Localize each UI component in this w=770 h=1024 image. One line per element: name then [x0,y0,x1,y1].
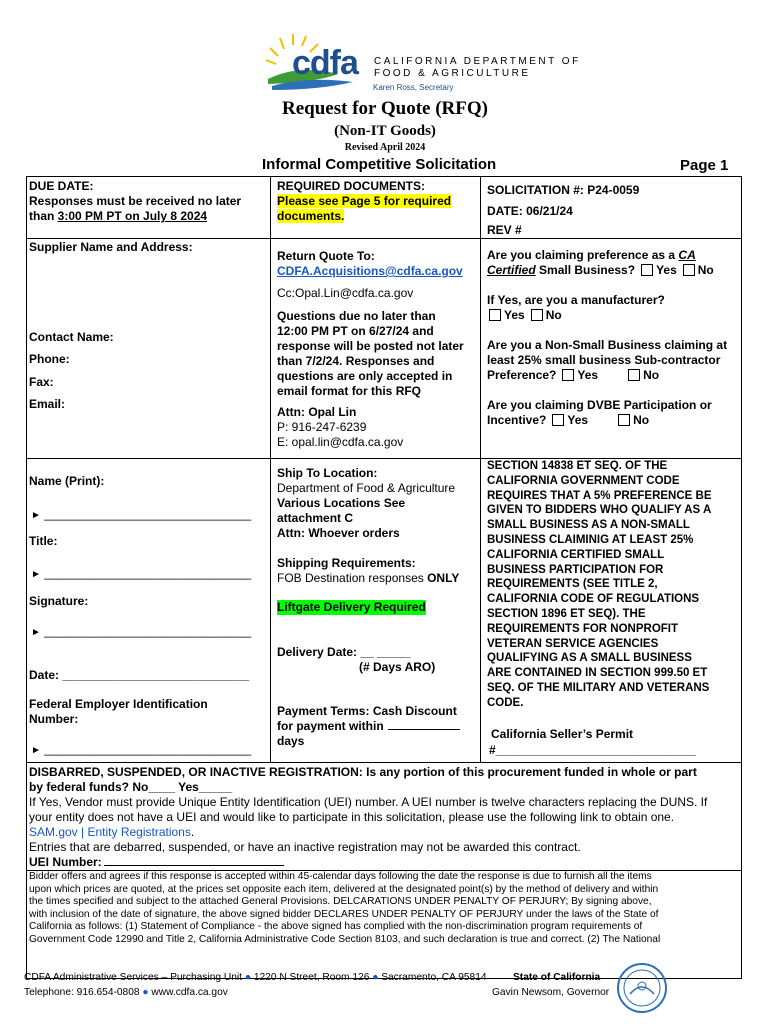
footer-city: Sacramento, CA 95814 [381,972,487,983]
questions-line: questions are only accepted in [277,369,453,383]
payment-terms: Payment Terms: Cash Discount [277,704,457,718]
section-line: REQUIREMENTS (SEE TITLE 2, [487,578,658,591]
footer-street: 1220 N Street, Room 126 [253,972,370,983]
section-line: BUSINESS CLAIMINIG AT LEAST 25% [487,533,694,546]
solicitation-type: Informal Competitive Solicitation [262,156,497,173]
ship-location2: attachment C [277,511,354,525]
ship-dept: Department of Food & Agriculture [277,481,456,495]
section-line: CODE. [487,696,524,709]
required-docs-line2: documents. [277,209,345,223]
divider [26,176,742,177]
fein-field[interactable] [31,742,251,758]
dvbe-line2: Incentive? [487,413,547,427]
org-line1: CALIFORNIA DEPARTMENT OF [374,56,581,67]
secretary: Karen Ross, Secretary [373,83,454,92]
sellers-permit-field[interactable]: #______________________________ [489,743,696,757]
section-line: SECTION 14838 ET SEQ. OF THE [487,460,668,472]
payment-within [277,719,460,734]
uei-text-line1: If Yes, Vendor must provide Unique Entity Identification (UEI) number. A UEI number is twelve characters replacing the DUNS. If [29,795,708,809]
fein-number-label: Number: [29,712,79,726]
questions-line: 12:00 PM PT on 6/27/24 and [277,324,434,338]
section-line: SMALL BUSINESS AS A NON-SMALL [487,519,690,532]
no-label: No [697,263,714,277]
state-seal-icon [616,962,668,1014]
questions-line: than 7/2/24. Responses and [277,354,435,368]
solicitation-date: DATE: 06/21/24 [487,204,573,218]
days-aro: (# Days ARO) [359,660,436,674]
uei-label: UEI Number: [29,855,102,869]
questions-line: response will be posted not later [277,339,464,353]
fein-label: Federal Employer Identification [29,697,208,711]
divider [26,238,742,239]
section-line: VETERAN SERVICE AGENCIES [487,637,659,650]
dvbe-line1: Are you claiming DVBE Participation or [487,398,712,412]
payment-days: days [277,734,305,748]
contact-label: Contact Name: [29,330,114,344]
due-date-deadline: 3:00 PM PT on July 8 2024 [57,209,208,223]
yes-checkbox[interactable] [562,369,574,381]
divider [480,176,481,762]
footer-website[interactable]: www.cdfa.ca.gov [151,987,228,998]
arrow-icon: ► [31,745,41,756]
manufacturer-options [483,308,562,323]
org-line2: FOOD & AGRICULTURE [374,68,531,79]
fax-label: Fax: [29,375,54,389]
arrow-icon: ► [31,627,41,638]
logo-text: cdfa [292,44,358,82]
arrow-icon: ► [31,510,41,521]
no-checkbox[interactable] [531,309,543,321]
section-line: REQUIREMENTS FOR NONPROFIT [487,622,679,635]
section-line: BUSINESS PARTICIPATION FOR [487,563,664,576]
debarred-text: If Yes, Vendor must provide Unique Entity Identification (UEI) number. A UEI number is twelve characters replacing the DUNS. If your entity does not have a UEI and would like to participate in this solicitation, please use the following link to obtain one. SAM.gov | Entity Registrations. Entries that are debarred, suspended, or have an inactive registration may not be awarded this contract. UEI Number: [29,795,708,869]
rev-number: REV # [487,223,522,237]
required-docs-line1: Please see Page 5 for required [277,194,452,208]
title-blank: _______________________________ [44,566,252,580]
ca-sb-question-line2 [487,263,714,278]
bidder-line: upon which prices are quoted, at the prices set opposite each item, delivered at the designated point(s) by the method of delivery and within [29,883,659,895]
footer-contact [24,987,228,1000]
fob-destination: FOB Destination responses [277,571,424,585]
section-line: QUALIFYING AS A SMALL BUSINESS [487,652,692,665]
section-line: SECTION 1896 ET SEQ). THE [487,607,646,620]
email-label: Email: [29,397,66,411]
debarred-note: Entries that are debarred, suspended, or have an inactive registration may not be awarded this contract. [29,840,581,854]
ca-sb-ca: CA [678,248,696,262]
bidder-line: Government Code 12990 and Title 2, California Administrative Code Section 8103, and such declaration is true and correct. (2) The National [29,933,661,945]
bidder-line: with inclusion of the date of signature, the above signed bidder DECLARES UNDER PENALTY OF PERJURY under the laws of the State of [29,908,659,920]
uei-text-line2: your entity does not have a UEI and would like to participate in this solicitation, please use the following link to obtain one. [29,810,675,824]
ship-attn: Attn: Whoever orders [277,526,400,540]
no-checkbox[interactable] [618,414,630,426]
signature-label: Signature: [29,594,89,608]
yes-checkbox[interactable] [641,264,653,276]
title-label: Title: [29,534,58,548]
due-date-time [29,209,207,224]
shipping-requirements-label: Shipping Requirements: [277,556,416,570]
section-line: REQUIRES THAT A 5% PREFERENCE BE [487,489,712,502]
non-sb-question [487,338,727,383]
no-label: No [633,413,650,427]
bidder-line: the times specified and subject to the attached General Provisions. DELCARATIONS UNDER PENALTY OF PERJURY; By signing above, [29,896,652,907]
no-label: No [643,368,660,382]
name-print-label: Name (Print): [29,474,105,488]
section-line: CALIFORNIA GOVERNMENT CODE [487,474,680,487]
due-date-than: than [29,209,58,223]
phone-label: Phone: [29,352,70,366]
divider [26,762,742,763]
bidder-line: Bidder offers and agrees if this response is accepted within 45-calendar days following the date the response is due to furnish all the items [29,871,652,882]
ca-sb-certified: Certified [487,263,536,277]
name-blank: _______________________________ [44,507,252,521]
manufacturer-question: If Yes, are you a manufacturer? [487,293,665,307]
non-sb-line1: Are you a Non-Small Business claiming at [487,338,728,352]
page-subtitle: (Non-IT Goods) [334,123,436,139]
name-print-field[interactable] [31,507,251,523]
divider [26,176,27,978]
section-line: CALIFORNIA CODE OF REGULATIONS [487,593,700,606]
non-sb-line2: least 25% small business Sub-contractor [487,353,721,367]
contact-phone: P: 916-247-6239 [277,420,367,434]
cc-email: Cc:Opal.Lin@cdfa.ca.gov [277,286,414,300]
arrow-icon: ► [31,569,41,580]
payment-within-text: for payment within [277,719,384,733]
questions-note [277,309,464,399]
ship-location1: Various Locations See [277,496,406,510]
return-quote-email-link[interactable]: CDFA.Acquisitions@cdfa.ca.gov [277,264,463,278]
footer-address [24,972,487,985]
section-line: SEQ. OF THE MILITARY AND VETERANS [487,681,710,694]
debarred-line1: DISBARRED, SUSPENDED, OR INACTIVE REGISTRATION: Is any portion of this procurement funded in whole or part [29,765,697,779]
sam-gov-link[interactable]: SAM.gov | Entity Registrations [29,825,191,839]
fob-text [277,571,459,586]
supplier-label: Supplier Name and Address: [29,240,193,254]
yes-label: Yes [567,413,589,427]
return-quote-label: Return Quote To: [277,249,375,263]
divider [741,176,742,978]
footer-governor: Gavin Newsom, Governor [492,987,610,998]
section-line: GIVEN TO BIDDERS WHO QUALIFY AS A [487,504,712,517]
signature-blank: _______________________________ [44,624,252,638]
fob-only: ONLY [427,571,460,585]
section-line: ARE CONTAINED IN SECTION 999.50 ET [487,667,708,680]
yes-label: Yes [577,368,599,382]
bullet-icon: ● [244,972,251,983]
yes-label: Yes [504,308,525,322]
due-date-label: DUE DATE: [29,179,94,193]
attn: Attn: Opal Lin [277,405,357,419]
fein-blank: _______________________________ [44,742,252,756]
contact-email: E: opal.lin@cdfa.ca.gov [277,435,404,449]
due-date-text: Responses must be received no later [29,194,242,208]
divider [270,176,271,762]
revised-date: Revised April 2024 [344,142,426,153]
section-14838-notice [487,459,712,711]
page-title: Request for Quote (RFQ) [282,98,488,119]
dvbe-question [487,398,712,428]
footer-state: State of California [513,972,601,983]
yes-label: Yes [656,263,677,277]
bullet-icon: ● [142,987,149,998]
questions-line: Questions due no later than [277,309,436,323]
questions-line: email format for this RFQ [277,384,422,398]
page-number: Page 1 [680,157,729,174]
bullet-icon: ● [372,972,379,983]
footer-phone: Telephone: 916.654-0808 [24,987,140,998]
ca-sb-small: Small Business? [535,263,636,277]
signature-field[interactable] [31,624,251,640]
non-sb-line3: Preference? [487,368,557,382]
uei-field[interactable] [104,865,284,866]
no-checkbox[interactable] [628,369,640,381]
date-field[interactable]: Date: ____________________________ [29,668,250,682]
debarred-heading [29,765,697,795]
bidder-declaration [29,871,660,946]
yes-checkbox[interactable] [552,414,564,426]
yes-checkbox[interactable] [489,309,501,321]
sellers-permit-label: California Seller’s Permit [491,727,634,741]
ship-to-label: Ship To Location: [277,466,378,480]
title-field[interactable] [31,566,251,582]
liftgate-note: Liftgate Delivery Required [277,600,426,614]
required-docs-label: REQUIRED DOCUMENTS: [277,179,426,193]
bidder-line: California as follows: (1) Statement of Compliance - the above signed has complied with the non-discrimination program requirements of [29,921,643,932]
no-label: No [545,308,562,322]
ca-sb-text: Are you claiming preference as a [487,248,679,262]
debarred-line2: by federal funds? No____ Yes_____ [29,780,233,794]
section-line: CALIFORNIA CERTIFIED SMALL [487,548,665,561]
required-docs-note [277,194,451,224]
ca-sb-question [487,248,696,263]
delivery-date: Delivery Date: __ _____ [277,645,411,659]
solicitation-number: SOLICITATION #: P24-0059 [487,183,640,197]
footer-unit: CDFA Administrative Services – Purchasing Unit [24,972,242,983]
no-checkbox[interactable] [683,264,695,276]
